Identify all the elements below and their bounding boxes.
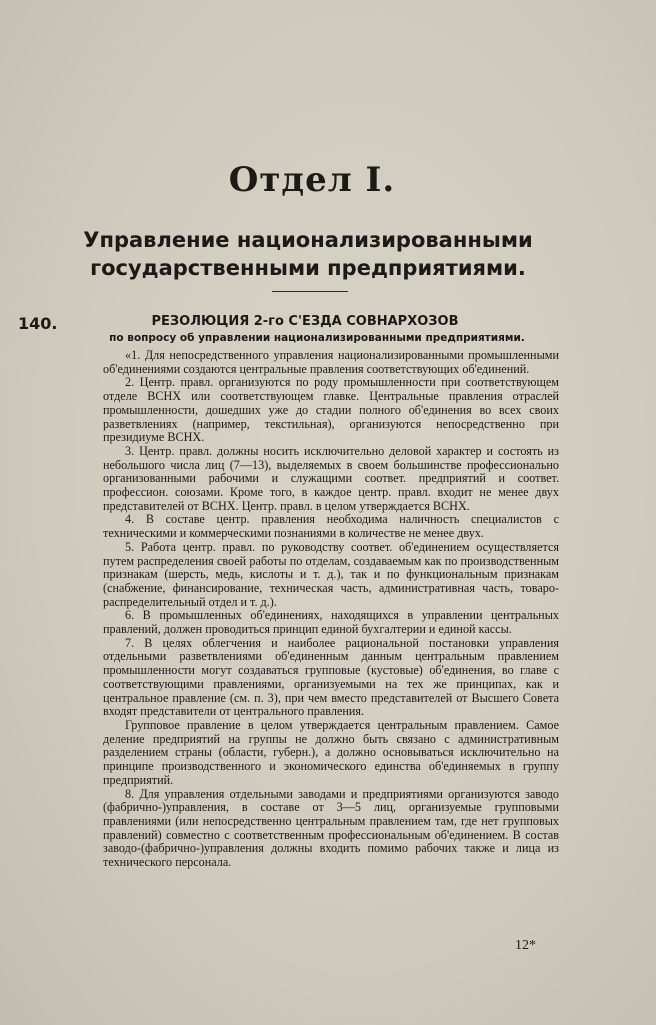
- resolution-subtitle: по вопросу об управлении национализированными предприятиями.: [109, 332, 525, 344]
- paragraph: 6. В промышленных об'единениях, находящихся в управлении центральных правлений, должен проводиться принцип единой бухгалтерии и единой кассы.: [103, 608, 559, 637]
- paragraph: 7. В целях облегчения и наиболее рациональной постановки управления отдельными разветвлениями об'единенным данным центральным правлением промышленности могут создаваться групповые (кустовые) об'единения, во главе с соответствующими правлениями, организуемыми на тех же принципах, как и центральное правление (см. п. 3), при чем вместо представителей от Высшего Совета входят представители от центрального правления.: [103, 635, 559, 719]
- paragraph: 3. Центр. правл. должны носить исключительно деловой характер и состоять из небольшого числа лиц (7—13), выделяемых в своем большинстве профессионально организованными рабочими и служащими соответ. предприятий и соответ. профессион. союзами. Кроме того, в каждое центр. правл. входит не менее двух представителей от ВСНХ. Центр. правл. в целом утверждается ВСНХ.: [103, 443, 559, 513]
- divider: [272, 291, 348, 292]
- page-heading: Управление национализированными государственными предприятиями.: [83, 228, 533, 280]
- paragraph: Групповое правление в целом утверждается центральным правлением. Самое деление предприятий на группы не должно быть связано с административным разделением страны (области, губерн.), а должно основываться исключительно на принципе производственного и экономического единства об'единяемых в группу предприятий.: [103, 717, 559, 787]
- page-number: 12*: [515, 938, 536, 953]
- resolution-body: [103, 349, 559, 870]
- paragraph: 5. Работа центр. правл. по руководству соответ. об'единением осуществляется путем распределения своей работы по отделам, создаваемым как по производственным признакам (шерсть, медь, кислоты и т. д.), так и по функциональным признакам (снабжение, финансирование, техническая часть, административная часть, товаро-распределительный отдел и т. д.).: [103, 539, 559, 609]
- resolution-title: РЕЗОЛЮЦИЯ 2-го С'ЕЗДА СОВНАРХОЗОВ: [151, 314, 459, 329]
- paragraph: 4. В составе центр. правления необходима наличность специалистов с техническими и коммерческими познаниями в количестве не менее двух.: [103, 512, 559, 541]
- section-title: Отдел I.: [228, 160, 396, 200]
- paragraph: 8. Для управления отдельными заводами и предприятиями организуются заводо (фабрично-)управления, в составе от 3—5 лиц, организуемые групповыми правлениями (или непосредственно центральным правлением там, где нет групповых правлений) совместно с соответственным профессиональным об'единением. В состав заводо-(фабрично-)управления должны входить помимо рабочих также и лица из технического персонала.: [103, 786, 559, 870]
- paragraph: «1. Для непосредственного управления национализированными промышленными об'единениями создаются центральные правления соответствующих об'единений.: [103, 348, 559, 376]
- document-number: 140.: [18, 314, 58, 333]
- paragraph: 2. Центр. правл. организуются по роду промышленности при соответствующем отделе ВСНХ или соответствующем главке. Центральные правления отраслей промышленности, дошедших уже до стадии полного об'единения во всех своих разветвлениях (например, текстильная), организуются непосредственно при президиуме ВСНХ.: [103, 375, 559, 445]
